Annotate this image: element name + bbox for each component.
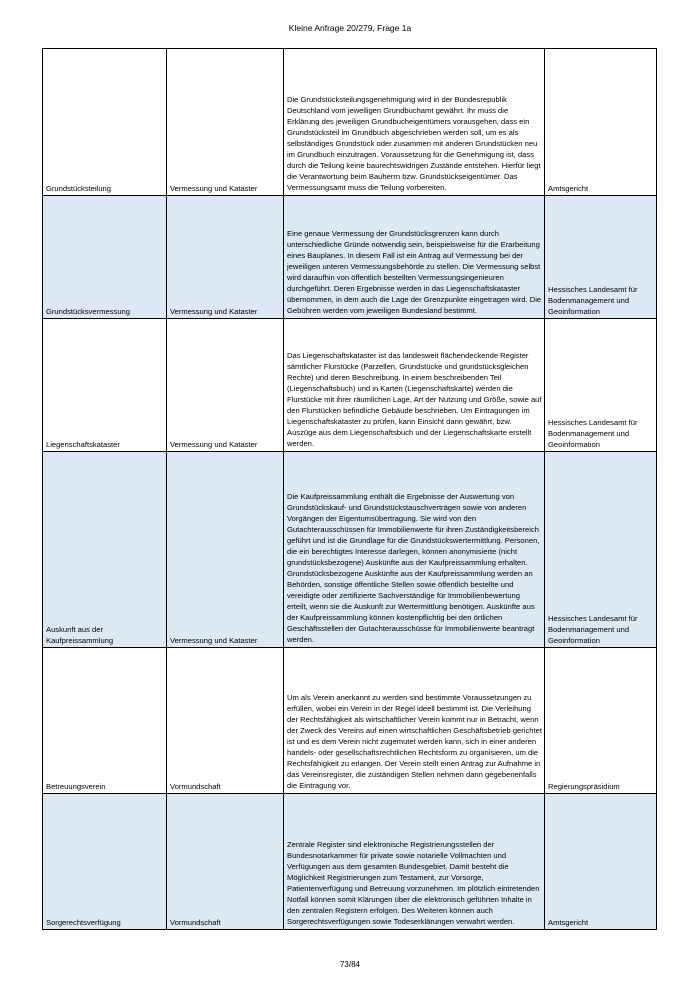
description-cell: Um als Verein anerkannt zu werden sind bestimmte Voraussetzungen zu erfüllen, wobei ein Verein in der Regel ideell bestimmt ist. Die Verleihung der Rechtsfähigkeit als wirtschaftlicher Verein kommt nur in Betracht, wenn der Zweck des Vereins auf einen wirtschaftlichen Geschäftsbetrieb gerichtet ist und es dem Verein nicht zugemutet werden kann, sich in einer anderen handels- oder gesellschaftsrechtlichen Rechtsform zu organisieren, um die Rechtsfähigkeit zu erlangen. Der Verein stellt einen Antrag zur Aufnahme in das Vereinsregister, die zuständigen Stellen nehmen dann gegebenenfalls die Eintragung vor. [284,648,545,794]
authority-cell: Regierungspräsidium [545,648,657,794]
table-row [43,49,657,196]
category-cell: Vermessung und Kataster [167,319,284,452]
page-number: 73/84 [339,960,361,969]
category-cell: Vermessung und Kataster [167,452,284,648]
description-cell: Das Liegenschaftskataster ist das landesweit flächendeckende Register sämtlicher Flurstücke (Parzellen, Grundstücke und grundstücksgleichen Rechte) und deren Beschreibung. In einem beschreibenden Teil (Liegenschaftsbuch) und in Karten (Liegenschaftskarte) werden die Flurstücke mit ihrer räumlichen Lage, Art der Nutzung und Größe, sowie auf den Flurstücken befindliche Gebäude beschrieben. Um Eintragungen im Liegenschaftskataster zu prüfen, kann Einsicht darin gewährt, bzw. Auszüge aus dem Liegenschaftsbuch und der Liegenschaftskarte erstellt werden. [284,319,545,452]
services-table [42,48,657,930]
page-header: Kleine Anfrage 20/279, Frage 1a [288,23,412,33]
table-row [43,648,657,794]
table-row [43,196,657,319]
service-name-cell: Sorgerechtsverfügung [43,794,167,930]
category-cell: Vormundschaft [167,794,284,930]
description-cell: Zentrale Register sind elektronische Registrierungsstellen der Bundesnotarkammer für private sowie notarielle Vollmachten und Verfügungen aus dem gesamten Bundesgebiet. Damit besteht die Möglichkeit Registrierungen zum Testament, zur Vorsorge, Patientenverfügung und Betreuung vorzunehmen. Im plötzlich eintretenden Notfall können somit Klärungen über die elektronisch geführten Inhalte in den zentralen Registern erfolgen. Des Weiteren können auch Sorgerechtsverfügungen sowie Todeserklärungen verwahrt werden. [284,794,545,930]
table-row [43,452,657,648]
table-row [43,794,657,930]
service-name-cell: Auskunft aus der Kaufpreissammlung [43,452,167,648]
service-name-cell: Liegenschaftskataster [43,319,167,452]
description-cell: Eine genaue Vermessung der Grundstücksgrenzen kann durch unterschiedliche Gründe notwendig sein, beispielsweise für die Erarbeitung eines Bauplanes. In diesem Fall ist ein Antrag auf Vermessung bei der jeweiligen unteren Vermessungsbehörde zu stellen. Die Vermessung selbst wird daraufhin von öffentlich bestellten Vermessungsingenieuren durchgeführt. Deren Ergebnisse werden in das Liegenschaftskataster übernommen, in dem auch die Lage der Grenzpunkte eingetragen wird. Die Gebühren werden vom jeweiligen Bundesland bestimmt. [284,196,545,319]
service-name-cell: Betreuungsverein [43,648,167,794]
authority-cell: Amtsgericht [545,49,657,196]
category-cell: Vermessung und Kataster [167,196,284,319]
service-name-cell: Grundstücksvermessung [43,196,167,319]
category-cell: Vermessung und Kataster [167,49,284,196]
authority-cell: Hessisches Landesamt für Bodenmanagement und Geoinformation [545,319,657,452]
service-name-cell: Grundstücksteilung [43,49,167,196]
table-row [43,319,657,452]
authority-cell: Hessisches Landesamt für Bodenmanagement und Geoinformation [545,452,657,648]
description-cell: Die Grundstücksteilungsgenehmigung wird in der Bundesrepublik Deutschland vom jeweiligen Grundbuchamt gewährt. Ihr muss die Erklärung des jeweiligen Grundbucheigentümers vorausgehen, dass ein Grundstücksteil im Grundbuch abgeschrieben werden soll, um es als selbständiges Grundstück oder zusammen mit anderen Grundstücken neu im Grundbuch einzutragen. Voraussetzung für die Genehmigung ist, dass durch die Teilung keine baurechtswidrigen Zustände entstehen. Hierfür liegt die Verantwortung beim Bauherrn bzw. Grundstückseigentümer. Das Vermessungsamt muss die Teilung vorbereiten. [284,49,545,196]
authority-cell: Hessisches Landesamt für Bodenmanagement und Geoinformation [545,196,657,319]
description-cell: Die Kaufpreissammlung enthält die Ergebnisse der Auswertung von Grundstückskauf- und Grundstückstauschverträgen sowie von anderen Vorgängen der Eigentumsübertragung. Sie wird von den Gutachterausschüssen für Immobilienwerte für ihren Zuständigkeitsbereich geführt und ist die Grundlage für die Grundstückswertermittlung. Personen, die ein berechtigtes Interesse darlegen, können anonymisierte (nicht grundstücksbezogene) Auskünfte aus der Kaufpreissammlung erhalten. Grundstücksbezogene Auskünfte aus der Kaufpreissammlung werden an Behörden, sonstige öffentliche Stellen sowie öffentlich bestellte und vereidigte oder zertifizierte Sachverständige für Immobilienbewertung erteilt, wenn sie die Auskunft zur Wertermittlung benötigen. Auskünfte aus der Kaufpreissammlung können kostenpflichtig bei den örtlichen Geschäftsstellen der Gutachterausschüsse für Immobilienwerte beantragt werden. [284,452,545,648]
category-cell: Vormundschaft [167,648,284,794]
authority-cell: Amtsgericht [545,794,657,930]
